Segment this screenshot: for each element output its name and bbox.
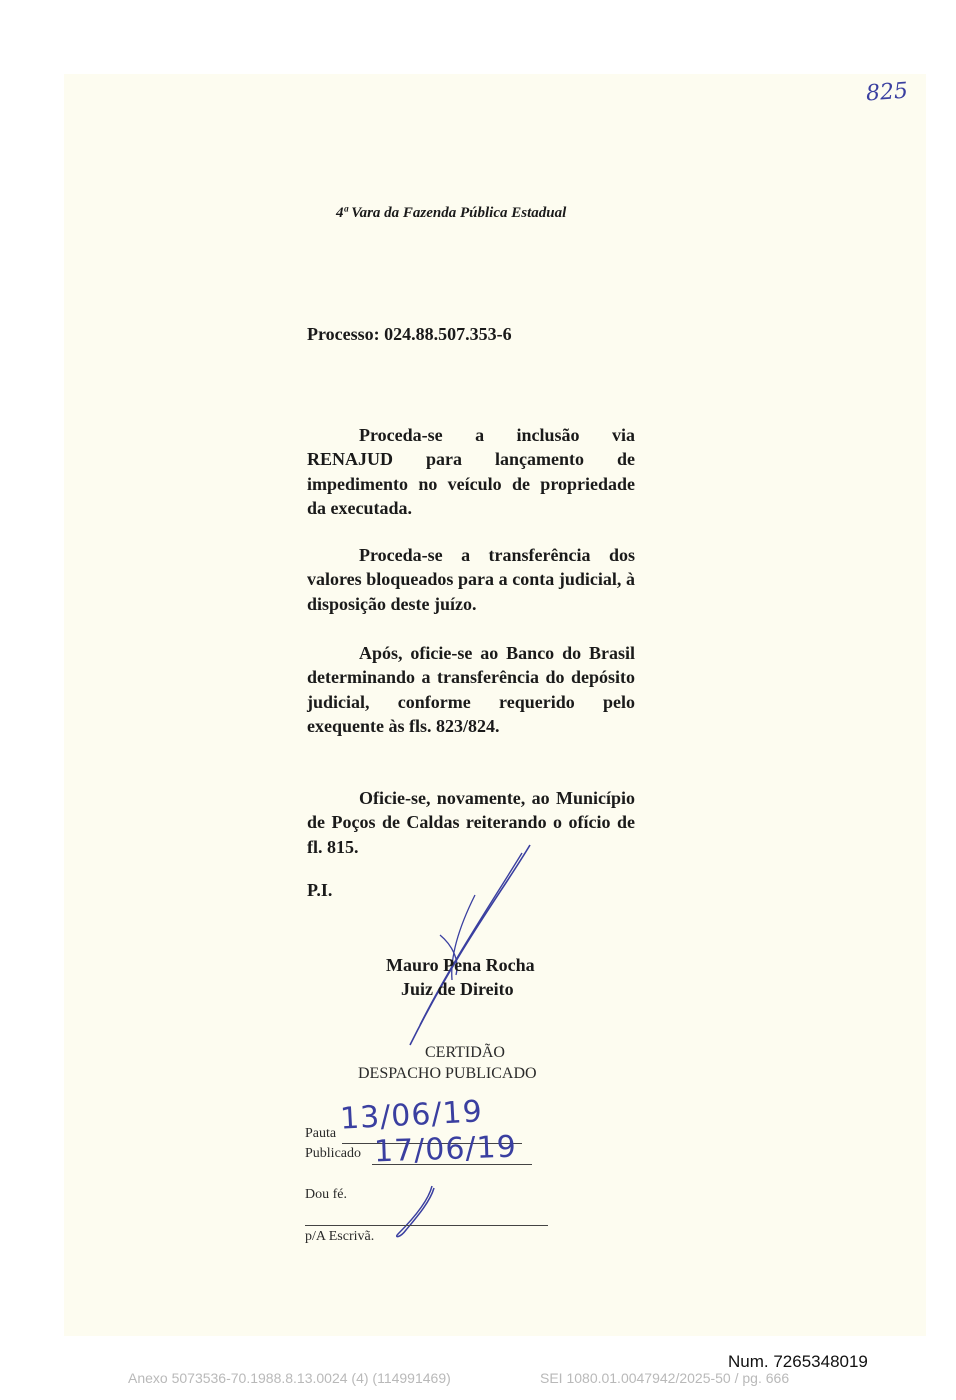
pauta-handwritten-date: 13/06/19: [339, 1094, 484, 1137]
escriva-label: p/A Escrivã.: [305, 1229, 375, 1244]
judge-signature: [380, 835, 540, 1055]
publicado-handwritten-date: 17/06/19: [373, 1129, 518, 1170]
judge-title: Juiz de Direito: [401, 979, 514, 999]
pauta-label: Pauta: [305, 1126, 337, 1141]
paragraph-municipality: Oficie-se, novamente, ao Município de Poços de Caldas reiterando o ofício de fl. 815.: [307, 788, 635, 857]
document-number: Num. 7265348019: [728, 1352, 868, 1371]
stamp-despacho: DESPACHO PUBLICADO: [358, 1065, 537, 1082]
stamp-certidao: CERTIDÃO: [425, 1044, 505, 1061]
footer-annex: Anexo 5073536-70.1988.8.13.0024 (4) (114991469): [128, 1370, 451, 1386]
process-number: Processo: 024.88.507.353-6: [307, 324, 512, 344]
signature-line: [305, 1225, 548, 1226]
clerk-initial-signature: [390, 1182, 450, 1242]
folio-number: 825: [865, 78, 909, 107]
judge-name: Mauro Pena Rocha: [386, 955, 535, 975]
dou-fe-label: Dou fé.: [305, 1187, 347, 1202]
publicado-label: Publicado: [305, 1146, 361, 1161]
paragraph-transfer: Proceda-se a transferência dos valores bloqueados para a conta judicial, à disposição deste juízo.: [307, 545, 635, 614]
paragraph-renajud: Proceda-se a inclusão via RENAJUD para lançamento de impedimento no veículo de propriedade da executada.: [307, 425, 635, 518]
footer-sei: SEI 1080.01.0047942/2025-50 / pg. 666: [540, 1370, 790, 1386]
closing-pi: P.I.: [307, 880, 333, 900]
paragraph-bank: Após, oficie-se ao Banco do Brasil determinando a transferência do depósito judicial, conforme requerido pelo exequente às fls. 823/824.: [307, 643, 635, 736]
court-header: 4ª Vara da Fazenda Pública Estadual: [336, 205, 567, 221]
